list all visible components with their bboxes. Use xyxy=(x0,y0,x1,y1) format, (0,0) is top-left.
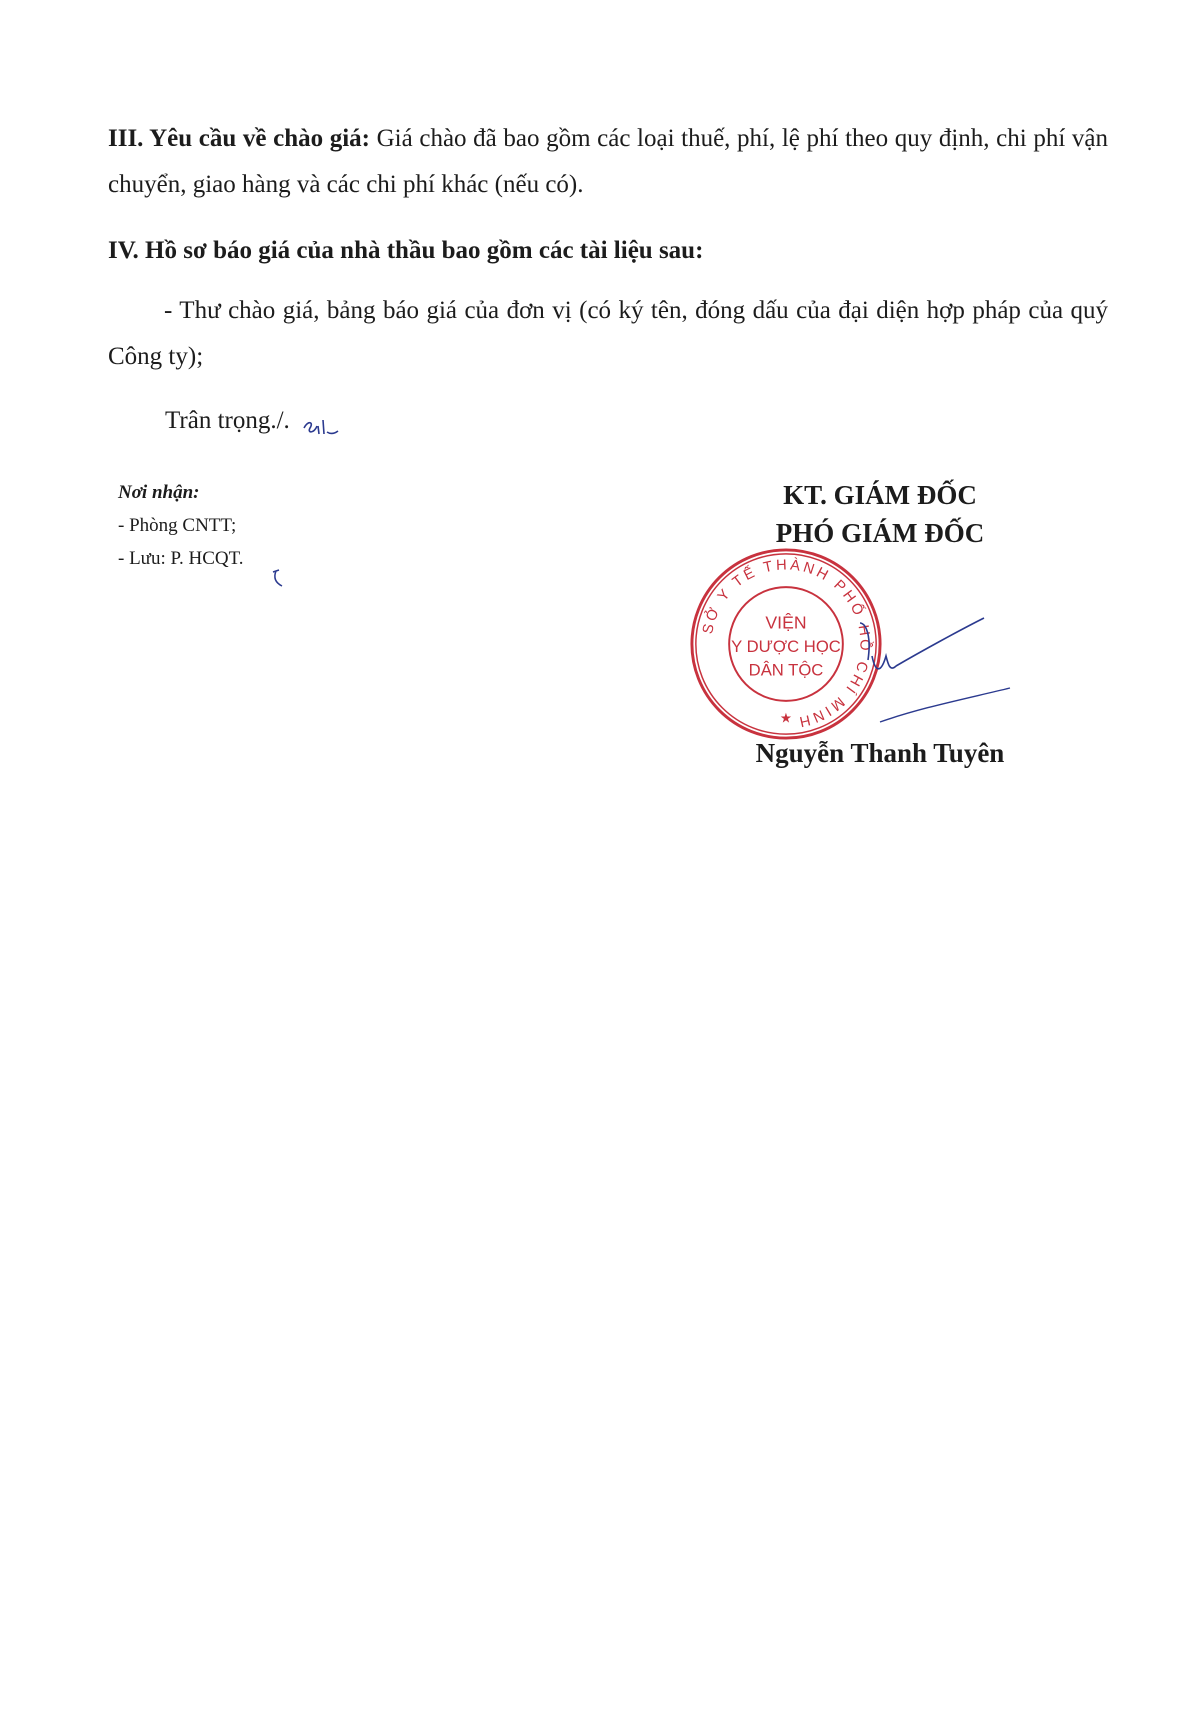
seal-center-line2: Y DƯỢC HỌC xyxy=(731,636,841,656)
initial-mark-icon xyxy=(300,414,340,440)
svg-text:★: ★ xyxy=(779,710,793,726)
section-3-requirements xyxy=(108,116,1108,208)
signer-name: Nguyễn Thanh Tuyên xyxy=(755,738,1005,768)
closing-text: Trân trọng./. xyxy=(165,407,290,434)
section-3-text: Giá chào đã bao gồm các loại thuế, phí, lệ phí theo quy định, chi phí vận chuyển, giao hàng và các chi phí khác (nếu có). xyxy=(108,125,1108,198)
section-4-item: - Thư chào giá, bảng báo giá của đơn vị (có ký tên, đóng dấu của đại diện hợp pháp của quý Công ty); xyxy=(108,297,1108,370)
signature-block xyxy=(700,476,1060,552)
signature-role-line2: PHÓ GIÁM ĐỐC xyxy=(775,518,985,548)
recipients-title: Nơi nhận: xyxy=(118,482,200,503)
section-4-heading: IV. Hồ sơ báo giá của nhà thầu bao gồm các tài liệu sau: xyxy=(108,237,704,264)
recipient-item: - Lưu: P. HCQT. xyxy=(118,548,244,569)
seal-ring-text: SỞ Y TẾ THÀNH PHỐ HỒ CHÍ MINH xyxy=(700,557,873,730)
handwritten-signature-icon xyxy=(860,612,1020,752)
recipient-item: - Phòng CNTT; xyxy=(118,515,237,536)
recipients-block xyxy=(118,476,244,575)
seal-center-line3: DÂN TỘC xyxy=(748,660,824,680)
tick-mark-icon xyxy=(270,568,286,590)
seal-center-line1: VIỆN xyxy=(765,612,807,633)
section-3-heading: III. Yêu cầu về chào giá: xyxy=(108,125,371,152)
signature-role-line1: KT. GIÁM ĐỐC xyxy=(783,480,977,510)
official-seal-icon xyxy=(688,546,884,742)
